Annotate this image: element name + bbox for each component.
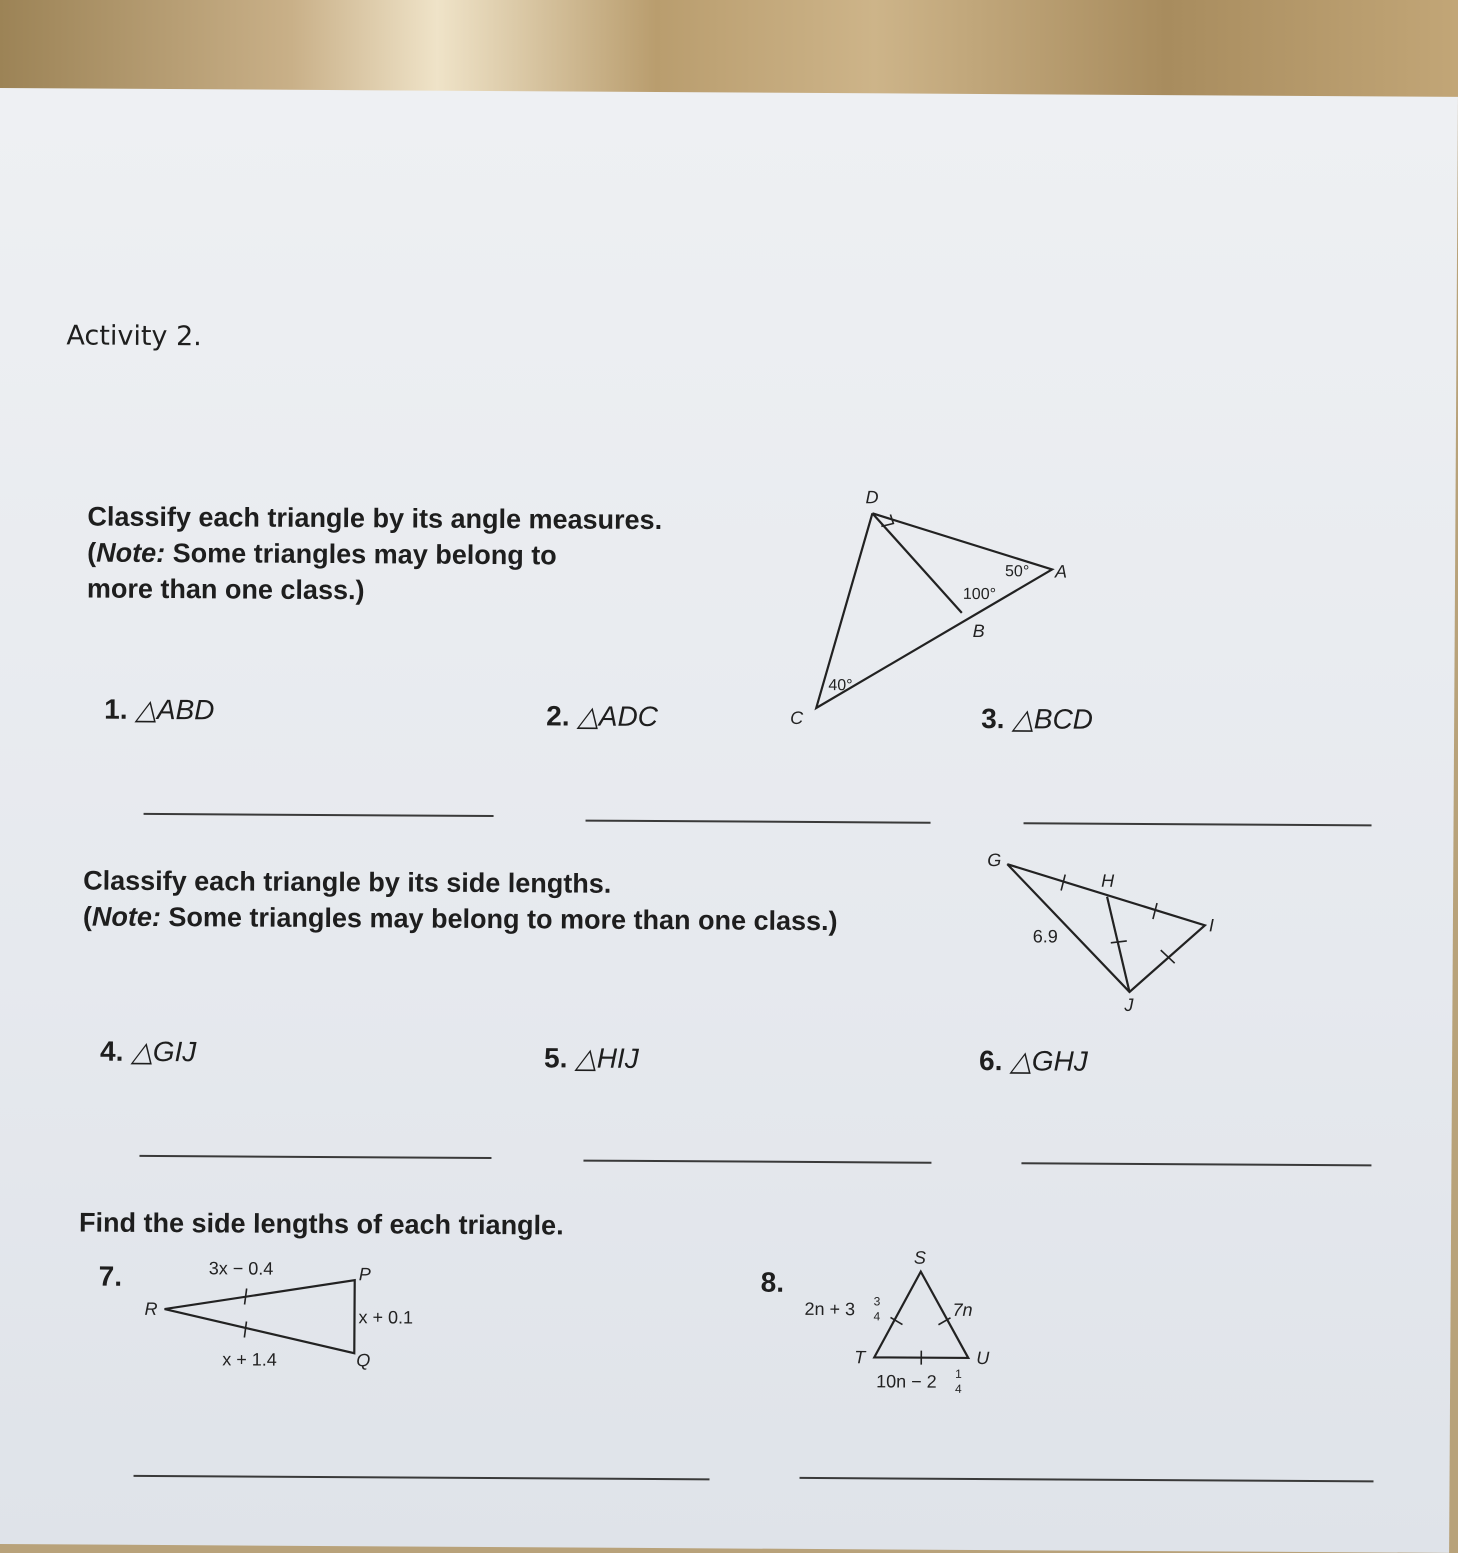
problem-5: 5. △HIJ — [544, 1041, 639, 1075]
side-instructions — [83, 863, 838, 940]
find-heading: Find the side lengths of each triangle. — [79, 1205, 564, 1244]
vertex-label-a: A — [1054, 561, 1067, 581]
side-label-tu-frac-den: 4 — [955, 1382, 962, 1396]
answer-line-8[interactable] — [800, 1477, 1374, 1483]
side-label-gj: 6.9 — [1033, 926, 1058, 946]
vertex-label-s: S — [914, 1248, 926, 1268]
tick-rq — [244, 1322, 246, 1338]
problem-6: 6. △GHJ — [979, 1044, 1088, 1078]
note-word: Note: — [96, 538, 165, 568]
angle-instructions — [87, 499, 662, 611]
vertex-label-t: T — [854, 1347, 867, 1367]
vertex-label-r: R — [144, 1299, 157, 1319]
side-label-st: 2n + 3 — [804, 1299, 855, 1319]
side-label-pq: x + 0.1 — [358, 1307, 413, 1327]
angle-instruction-line3: more than one class.) — [87, 571, 662, 611]
side-instruction-line2: (Note: Some triangles may belong to more than one class.) — [83, 899, 838, 940]
problem-4: 4. △GIJ — [100, 1035, 196, 1069]
side-instruction-line1: Classify each triangle by its side lengths. — [83, 863, 838, 904]
note-word: Note: — [92, 902, 161, 932]
problem-8-number: 8. — [761, 1267, 785, 1299]
side-label-st-frac-num: 3 — [874, 1294, 881, 1308]
answer-line-7[interactable] — [134, 1475, 710, 1481]
vertex-label-i: I — [1209, 915, 1214, 935]
problem-1: 1. △ABD — [104, 693, 214, 727]
worksheet-page — [0, 88, 1458, 1553]
tick-rp — [245, 1289, 247, 1305]
problem-2: 2. △ADC — [546, 699, 658, 733]
angle-label-c: 40° — [828, 677, 852, 694]
triangle-figure-stu — [802, 1243, 1003, 1394]
vertex-label-j: J — [1123, 995, 1134, 1015]
angle-instruction-line1: Classify each triangle by its angle measures. — [87, 499, 662, 539]
triangle-figure-abcd — [796, 478, 1087, 720]
answer-line-2[interactable] — [586, 820, 931, 824]
vertex-label-p: P — [359, 1264, 371, 1284]
segment-hj — [1106, 897, 1130, 992]
triangle-figure-rpq — [142, 1249, 443, 1371]
angle-label-a: 50° — [1005, 563, 1029, 580]
angle-instruction-line2: (Note: Some triangles may belong to — [87, 535, 662, 575]
side-label-rq: x + 1.4 — [222, 1349, 277, 1369]
angle-label-b: 100° — [963, 586, 996, 603]
vertex-label-b: B — [973, 621, 985, 641]
vertex-label-d: D — [865, 487, 878, 507]
answer-line-3[interactable] — [1024, 822, 1372, 826]
vertex-label-g: G — [987, 850, 1001, 870]
side-label-su: 7n — [952, 1300, 972, 1320]
vertex-label-h: H — [1101, 871, 1115, 891]
activity-title: Activity 2. — [66, 320, 202, 352]
tick-hj — [1111, 941, 1127, 943]
answer-line-4[interactable] — [139, 1155, 491, 1159]
answer-line-1[interactable] — [144, 813, 494, 817]
side-label-rp: 3x − 0.4 — [209, 1258, 274, 1278]
problem-7-number: 7. — [99, 1261, 123, 1293]
answer-line-5[interactable] — [583, 1160, 931, 1164]
vertex-label-u: U — [976, 1348, 990, 1368]
side-label-st-frac-den: 4 — [873, 1309, 880, 1323]
side-label-tu-frac-num: 1 — [955, 1367, 962, 1381]
vertex-label-q: Q — [356, 1350, 370, 1370]
problem-3: 3. △BCD — [981, 702, 1093, 736]
answer-line-6[interactable] — [1021, 1162, 1371, 1166]
vertex-label-c: C — [790, 708, 804, 728]
triangle-outline-rpq — [164, 1279, 354, 1353]
triangle-figure-ghij — [984, 844, 1225, 1015]
side-label-tu: 10n − 2 — [876, 1371, 937, 1391]
